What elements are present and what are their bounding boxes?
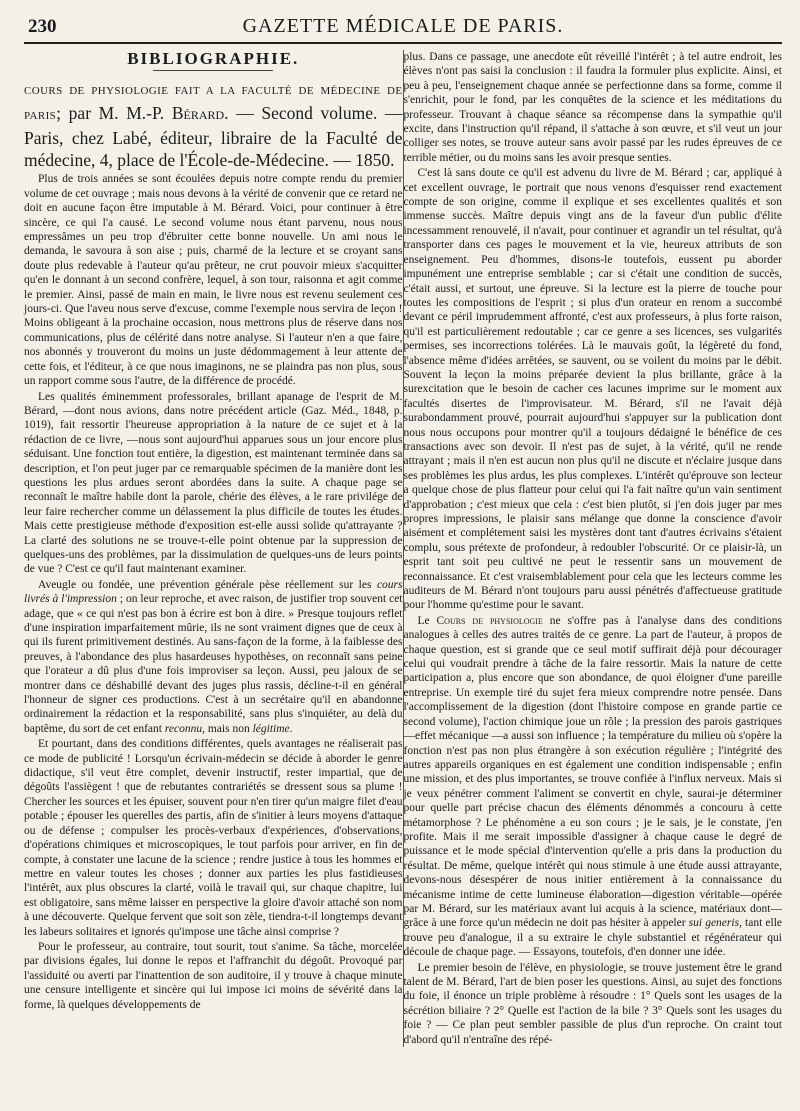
paragraph: Les qualités éminemment professorales, brillant apanage de l'esprit de M. Bérard, —dont nous avions, dans notre précédent article (Gaz. Méd., 1848, p. 1019), fait ressortir l'heureuse appropriation à la nature de ce sujet et à la rédaction de ce livre, —nous sont aujourd'hui apparues sous un jour encore plus séduisant. Une fonction tout entière, la digestion, est maintenant terminée dans sa description, et l'on peut juger par ce remarquable spécimen de la manière dont les questions les plus ardues seront abordées dans la suite. A chaque page se reconnaît le maître habile dont la parole, chérie des élèves, a le rare privilége de leur faire rechercher comme un délassement la plus difficile de toutes les études. Mais cette prestigieuse méthode d'exposition est-elle aussi solide qu'attrayante ? La clarté des solutions ne se trouve-t-elle point obtenue par la suppression de quelques-uns des problèmes, par la dissimulation de quelques-uns de leurs points de vue ? C'est ce qu'il faut maintenant examiner.	[24, 390, 403, 576]
smallcaps-title: Cours de physiologie	[436, 614, 543, 627]
paragraph: Plus de trois années se sont écoulées depuis notre compte rendu du premier volume de cet ouvrage ; mais nous devons à la vérité de convenir que ce retard ne doit en aucune façon être imputable à M. Bérard. Voici, pour continuer à être sincère, ce qui l'a causé. Le second volume nous étant parvenu, nous nous empressâmes un peu trop d'ébruiter cette bonne nouvelle. Un ami nous le demanda, le savoura à son aise ; puis, charmé de la lecture et se croyant sans doute plus redevable à l'auteur qu'au prêteur, ne crut pouvoir mieux s'acquitter qu'en le donnant à un second confrère, lequel, à son tour, raisonna et agit comme le premier. Ainsi, passé de main en main, le livre nous est revenu seulement ces jours-ci. Que l'aveu nous serve d'excuse, comme l'exemple nous servira de leçon ! Moins obligeant à la prochaine occasion, nous mettrons plus de réserve dans nos communications, plus de célérité dans notre analyse. Si l'auteur n'en a que faire, nos abonnés y trouveront du moins un juste dédommagement à leur attente de cette fois, et l'éditeur, à ce que nous imaginons, ne se plaindra pas non plus, sous un rapport comme sous l'autre, de la différence de procédé.	[24, 173, 403, 388]
book-title: COURS DE PHYSIOLOGIE FAIT A LA FACULTÉ DE MÉDECINE DE PARIS	[24, 85, 403, 123]
page-number: 230	[28, 16, 57, 37]
paragraph: Aveugle ou fondée, une prévention générale pèse réellement sur les cours livrés à l'impression ; on leur reproche, et avec raison, de justifier trop souvent cet adage, que « ce qui n'est pas bon à écrire est bon à dire. » Presque toujours reflet d'une inspiration imparfaitement mûrie, ils ne sont vraiment dignes que de ceux à qui ils furent primitivement destinés. Au sans-façon de la forme, à la faiblesse des preuves, à l'abondance des plus hasardeuses hypothèses, on reconnaît sans peine que l'orateur a dû plus d'une fois improviser sa leçon. Aussi, peu jaloux de se montrer dans ce déshabillé devant des juges plus rassis, décline-t-il en général l'honneur de signer ces productions. C'est à un secrétaire qu'il en abandonne ordinairement la rédaction et la responsabilité, sans plus s'inquiéter, au delà du baptême, du sort de cet enfant reconnu, mais non légitime.	[24, 578, 403, 735]
italic-word: légitime	[252, 722, 290, 735]
running-title: GAZETTE MÉDICALE DE PARIS.	[242, 15, 564, 37]
paragraph: C'est là sans doute ce qu'il est advenu du livre de M. Bérard ; car, appliqué à cet excellent ouvrage, le portrait que nous venons d'esquisser rend exactement compte de son origine, comme il explique et ses excellentes qualités et son immense succès. Maître depuis vingt ans de la faveur d'un public d'élite incessamment renouvelé, il n'avait, pour continuer et agrandir un tel résultat, qu'à transporter dans ces pages le mouvement et la vie, heureux attributs de son enseignement. Peu d'hommes, disons-le toutefois, eussent pu aborder impunément une entreprise semblable ; car si c'était une condition de succès, c'était aussi, et surtout, une épreuve. Si la lecture est la pierre de touche pour toutes les compositions de l'esprit ; si plus d'un orateur en renom a succombé devant ce péril imprudemment affronté, c'est aux professeurs, à plus forte raison, qu'il est particulièrement redoutable ; car ce genre a ses licences, ses vulgarités permises, ses incorrections tolérées. Là le mauvais goût, la légèreté du fond, l'absence même d'idées arrêtées, se sauvent, ou se voilent du moins par le débit. Souvent la leçon la moins préparée devient la plus brillante, grâce à la surexcitation que le besoin de cacher ces lacunes imprime sur le moment aux facultés disertes de l'improvisateur. M. Bérard, s'il ne l'avait déjà surabondamment prouvé, pourrait aujourd'hui s'appuyer sur la publication dont nous nous occupons pour montrer qu'il a toujours dédaigné le bénéfice de ces transactions avec son devoir. Il n'est pas de sujet, à la vérité, qu'il ne rende attrayant ; mais il n'en est aucun non plus qu'il ne discute et n'éclaire jusque dans ses problèmes les plus ardus, les plus complexes. L'intérêt qu'éprouve son lecteur a quelque chose de plus flatteur pour celui qui l'a fait naître qu'un vain sentiment d'approbation ; c'est mieux que cela : c'est bien plutôt, si j'en dois juger par mes propres impressions, le plaisir sans mélange que donne la conscience d'avoir aisément et complétement saisi les mystères dont tant d'autres écrivains s'étaient complu, sous prétexte de profondeur, à redoubler l'obscurité. Or ce plaisir-là, un esprit tant soit peu cultivé ne peut le ressentir sans un mouvement de reconnaissance. Et c'est vraisemblablement pour cela que les lecteurs comme les auditeurs de M. Bérard n'ont toujours paru aussi pénétrés d'affectueuse gratitude pour l'homme qu'estime pour le savant.	[403, 167, 782, 612]
paragraph: Pour le professeur, au contraire, tout sourit, tout s'anime. Sa tâche, morcelée par divisions égales, lui donne le repos et l'affranchit du dégoût. Provoqué par l'assiduité ou averti par l'inattention de son auditoire, il y trouve à chaque minute une censure intelligente et sincère qui lui impose ici moins de sévérité dans la forme, là quelques développements de	[24, 940, 403, 1011]
book-author: Bérard	[171, 103, 225, 124]
two-column-body	[24, 50, 782, 1047]
book-suffix: ; par M. M.-P.	[56, 103, 172, 124]
italic-phrase: cours livrés à l'impression	[24, 578, 403, 606]
paragraph: Et pourtant, dans des conditions différentes, quels avantages ne réaliserait pas ce mode de publicité ! Lorsqu'un écrivain-médecin se décide à aborder le genre didactique, s'il veut être complet, devenir instructif, rester impartial, que de dégoûts l'assiègent ! que de rebutantes contrariétés se dressent sous sa plume ! Chercher les sources et les épuiser, souvent pour n'en tirer qu'un maigre filet d'eau potable ; épouser les querelles des partis, afin de s'initier à leurs moyens d'attaque ou de défense ; compulser les procès-verbaux d'expériences, d'observations, d'opérations chimiques et microscopiques, le tout parfois pour arriver, en fin de compte, à constater une lacune de la science ; rendre justice à tous les hommes et mettre en valeur toutes les choses ; donner aux parties les plus fastidieuses l'intérêt, aux plus obscures la clarté, voilà le travail qui, sur chaque chapitre, lui est obligatoire, sans même laisser en perspective la gloire d'avoir attaché son nom à une découverte. Quelque fervent que soit son zèle, tiendra-t-il longtemps devant les labeurs solitaires et ignorés qu'impose une tâche ainsi comprise ?	[24, 738, 403, 938]
book-rest: . — Second volume. — Paris, chez Labé, éditeur, libraire de la Faculté de médecine, 4, place de l'École-de-Médecine. — 1850.	[24, 103, 403, 171]
section-title: BIBLIOGRAPHIE.	[24, 52, 403, 71]
right-column	[403, 50, 782, 1047]
italic-phrase: sui generis	[688, 917, 740, 930]
page-header	[24, 14, 782, 44]
paragraph: plus. Dans ce passage, une anecdote eût réveillé l'intérêt ; à tel autre endroit, les élèves n'ont pas saisi la conclusion : il faudra la formuler plus explicite. Ainsi, et peu à peu, l'enseignement chaque année se perfectionne dans sa forme, comme il s'enrichit, pour le fond, par les conquêtes de la science et les méditations du professeur. Trouvant à chaque séance sa récompense dans la sympathie qu'il excite, dans l'instruction qu'il répand, il s'attache à son œuvre, et s'il veut un jour colliger ses notes, se trouve auteur sans avoir passé par les rudes épreuves de ce terrible métier, ou du moins sans les avoir presque senties.	[403, 51, 782, 164]
paragraph: Le Cours de physiologie ne s'offre pas à l'analyse dans des conditions analogues à celles des autres traités de ce genre. La part de l'auteur, à propos de chaque question, est si grande que ce seul motif suffirait déjà pour décourager celui qui voudrait prendre à tâche de la faire ressortir. Mais la nature de cette participation a, plus encore que son abondance, de quoi éloigner d'une pareille entreprise. Un exemple tiré du sujet fera mieux comprendre notre pensée. Dans l'accomplissement de la digestion (dont l'histoire compose en grande partie ce second volume), l'action chimique joue un rôle ; la pression des parois gastriques—effet mécanique —a aussi son influence ; la température du milieu où s'opère la fonction n'est pas non plus étrangère à son exécution régulière ; l'intégrité des autres appareils organiques en est également une condition indispensable ; enfin une mission, et des plus importantes, se trouve confiée à l'influx nerveux. Mais si je veux pénétrer comment l'aliment se convertit en chyle, saurai-je déterminer pour quelle part précise chacun des éléments dénommés a concouru à cette métamorphose ? Le phénomène a eu son cours ; je le sais, je le constate, j'en profite. Mais il me serait impossible d'assigner à chaque cause le degré de puissance et le mode spécial d'intervention qu'elle a pris dans la production du résultat. De même, quelque intérêt qui nous stimule à une étude aussi attrayante, devons-nous désespérer de nous initier entièrement à la connaissance du mécanisme intime de cette lumineuse élaboration—digestion véritable—opérée par M. Bérard, sur les matériaux avant lui acquis à la science, matériaux dont—grâce à une force qu'un médecin ne doit pas hésiter à appeler sui generis, tant elle trouve peu d'analogue, il a su extraire le chyle substantiel et régénérateur qui découle de chaque page. — Essayons, toutefois, d'en donner une idée.	[403, 614, 782, 959]
left-column	[24, 50, 403, 1047]
italic-word: reconnu	[164, 722, 203, 735]
book-citation	[24, 77, 403, 171]
paragraph: Le premier besoin de l'élève, en physiologie, se trouve justement être le grand talent de M. Bérard, l'art de bien poser les questions. Ainsi, au sujet des fonctions du foie, il énonce un triple problème à résoudre : 1° Quels sont les usages de la sécrétion biliaire ? 2° Quelle est l'action de la bile ? 3° Quels sont les usages du foie ? — Ce plan peut sembler passible de plus d'un reproche. On craint tout d'abord qu'il n'entraîne des répé-	[403, 961, 782, 1046]
